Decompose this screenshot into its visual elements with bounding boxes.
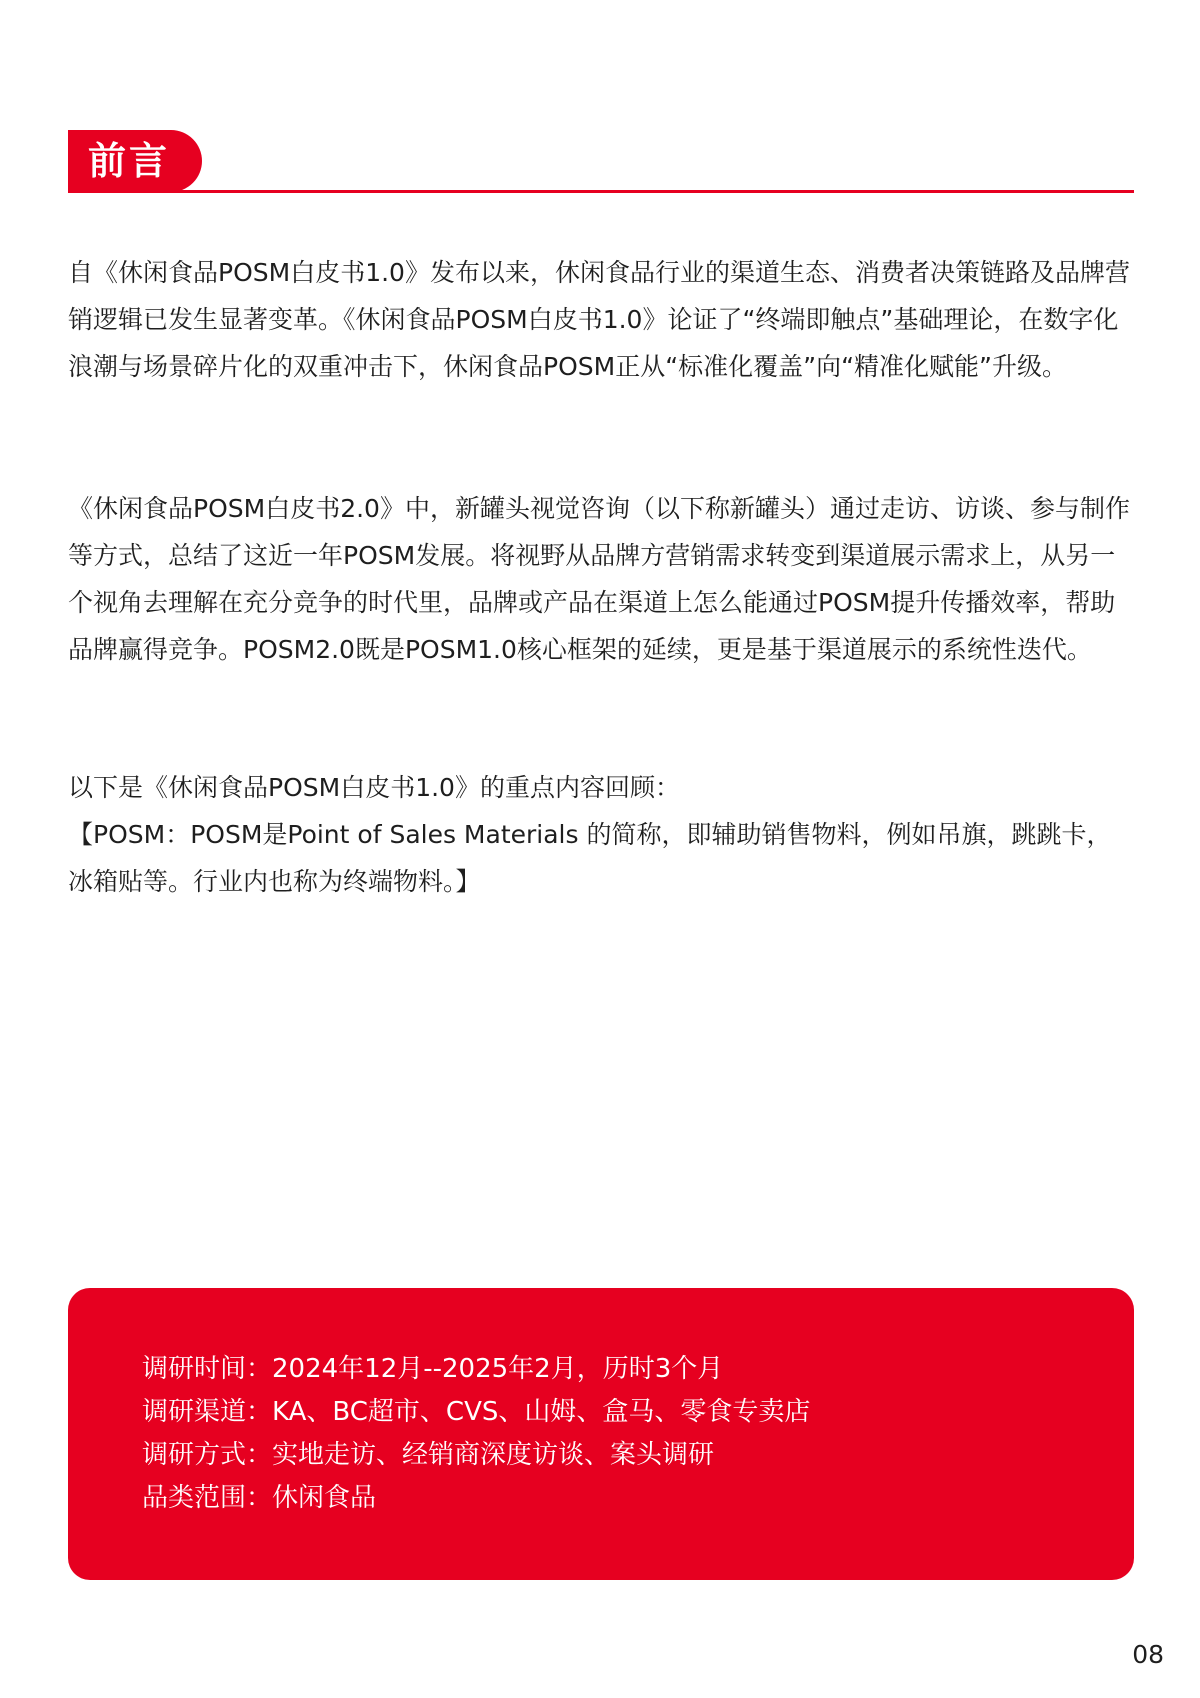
title-underline	[68, 190, 1134, 193]
whitepaper-2-paragraph: 《休闲食品POSM白皮书2.0》中，新罐头视觉咨询（以下称新罐头）通过走访、访谈、参与制作等方式，总结了这近一年POSM发展。将视野从品牌方营销需求转变到渠道展示需求上，从另一个视角去理解在充分竞争的时代里，品牌或产品在渠道上怎么能通过POSM提升传播效率，帮助品牌赢得竞争。POSM2.0既是POSM1.0核心框架的延续，更是基于渠道展示的系统性迭代。	[68, 494, 1130, 664]
page-number: 08	[1132, 1640, 1164, 1669]
research-time: 调研时间：2024年12月--2025年2月，历时3个月	[142, 1354, 724, 1384]
category-scope: 品类范围：休闲食品	[142, 1483, 377, 1513]
intro-paragraph: 自《休闲食品POSM白皮书1.0》发布以来，休闲食品行业的渠道生态、消费者决策链路及品牌营销逻辑已发生显著变革。《休闲食品POSM白皮书1.0》论证了“终端即触点”基础理论，在数字化浪潮与场景碎片化的双重冲击下，休闲食品POSM正从“标准化覆盖”向“精准化赋能”升级。	[68, 258, 1130, 381]
research-methods: 调研方式：实地走访、经销商深度访谈、案头调研	[142, 1440, 715, 1470]
review-intro-line: 以下是《休闲食品POSM白皮书1.0》的重点内容回顾：	[68, 773, 680, 802]
section-title: 前言	[68, 130, 202, 192]
research-info-box	[68, 1288, 1134, 1580]
research-channels: 调研渠道：KA、BC超市、CVS、山姆、盒马、零食专卖店	[142, 1397, 811, 1427]
posm-definition: 【POSM：POSM是Point of Sales Materials 的简称，即辅助销售物料，例如吊旗，跳跳卡，冰箱贴等。行业内也称为终端物料。】	[68, 820, 1112, 896]
